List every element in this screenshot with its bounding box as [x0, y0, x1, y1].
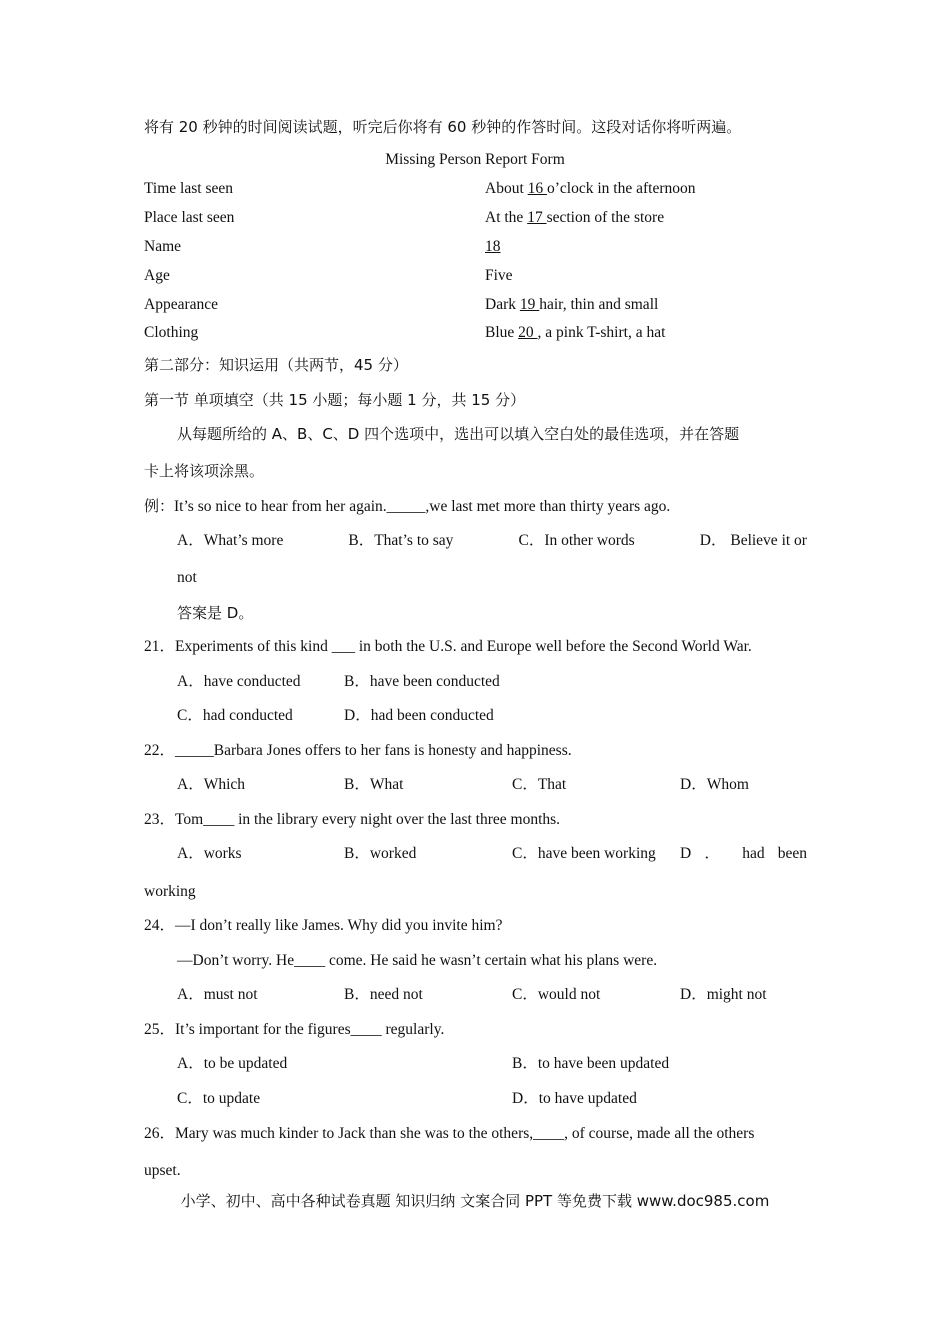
form-label: Age	[144, 267, 170, 284]
page-footer: 小学、初中、高中各种试卷真题 知识归纳 文案合同 PPT 等免费下载 www.doc985.com	[180, 1192, 770, 1210]
option-b: B．need not	[344, 986, 423, 1003]
question-24-reply: —Don’t worry. He____ come. He said he wasn’t certain what his plans were.	[177, 952, 658, 969]
option-a: A．works	[177, 845, 242, 862]
example-answer: 答案是 D。	[177, 604, 254, 622]
blank-17: 17	[527, 209, 547, 226]
option-c: C．That	[512, 776, 567, 793]
option-b: B．What	[344, 776, 404, 793]
option-b: B．to have been updated	[512, 1055, 670, 1072]
question-26: 26．Mary was much kinder to Jack than she was to the others,____, of course, made all the others	[144, 1125, 755, 1142]
instruction-text: 从每题所给的 A、B、C、D 四个选项中，选出可以填入空白处的最佳选项，并在答题	[177, 425, 740, 443]
form-value	[485, 237, 501, 257]
example-stem: 例：It’s so nice to hear from her again._____,we last met more than thirty years ago.	[144, 497, 671, 515]
instruction-text: 卡上将该项涂黑。	[144, 462, 265, 480]
intro-text: 将有 20 秒钟的时间阅读试题，听完后你将有 60 秒钟的作答时间。这段对话你将听两遍。	[144, 118, 742, 136]
form-label: Time last seen	[144, 180, 233, 197]
blank-16: 16	[527, 180, 547, 197]
option-a: A．must not	[177, 986, 258, 1003]
part-heading: 第二部分：知识运用（共两节，45 分）	[144, 356, 408, 374]
question-22: 22．_____Barbara Jones offers to her fans is honesty and happiness.	[144, 742, 572, 759]
option-a: A．to be updated	[177, 1055, 288, 1072]
question-21: 21．Experiments of this kind ___ in both the U.S. and Europe well before the Second World War.	[144, 638, 752, 655]
blank-18: 18	[485, 238, 501, 255]
option-d: D ． had been	[680, 845, 807, 862]
blank-19: 19	[519, 296, 540, 313]
form-value: Five	[485, 267, 513, 284]
form-value: Blue 20 , a pink T-shirt, a hat	[485, 324, 666, 341]
form-value: Dark 19 hair, thin and small	[485, 296, 659, 313]
form-value: About 16 o’clock in the afternoon	[485, 180, 696, 197]
option-c: C．had conducted	[177, 707, 293, 724]
option-c: C．to update	[177, 1090, 261, 1107]
form-label: Name	[144, 238, 182, 255]
option-d: D．might not	[680, 986, 767, 1003]
question-24: 24．—I don’t really like James. Why did you invite him?	[144, 917, 503, 934]
blank-20: 20	[518, 324, 538, 341]
option-d: D．to have updated	[512, 1090, 637, 1107]
option-c: C．would not	[512, 986, 601, 1003]
form-label: Clothing	[144, 324, 199, 341]
option-a: A．have conducted	[177, 673, 301, 690]
question-26-continuation: upset.	[144, 1162, 181, 1179]
form-value: At the 17 section of the store	[485, 209, 665, 226]
option-d: D．had been conducted	[344, 707, 494, 724]
question-23: 23．Tom____ in the library every night over the last three months.	[144, 811, 561, 828]
option-a: A．Which	[177, 776, 246, 793]
option-d: D． Believe it or	[699, 532, 807, 549]
form-title: Missing Person Report Form	[385, 151, 565, 168]
option-b: B．worked	[344, 845, 417, 862]
option-b: B．have been conducted	[344, 673, 500, 690]
option-c: C．In other words	[518, 532, 635, 549]
option-b: B．That’s to say	[348, 532, 454, 549]
example-options	[177, 531, 807, 551]
section-heading: 第一节 单项填空（共 15 小题；每小题 1 分，共 15 分）	[144, 391, 526, 409]
option-continuation: not	[177, 569, 197, 586]
form-label: Appearance	[144, 296, 219, 313]
form-label: Place last seen	[144, 209, 235, 226]
option-a: A．What’s more	[177, 532, 284, 549]
option-continuation: working	[144, 883, 196, 900]
option-c: C．have been working	[512, 845, 656, 862]
question-25: 25．It’s important for the figures____ regularly.	[144, 1021, 445, 1038]
option-d: D．Whom	[680, 776, 749, 793]
